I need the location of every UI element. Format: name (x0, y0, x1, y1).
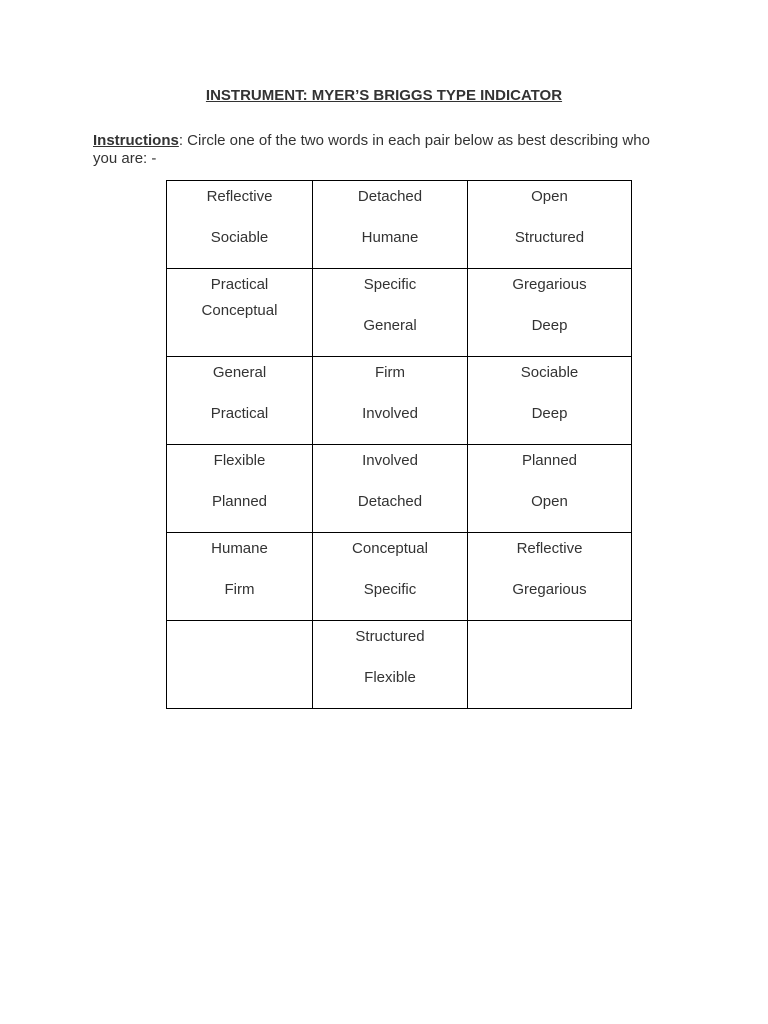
word-option[interactable]: Detached (357, 188, 423, 205)
word-option[interactable]: Firm (224, 581, 255, 598)
word-option[interactable]: Gregarious (512, 581, 587, 598)
word-option[interactable]: Open (531, 493, 568, 510)
word-pair-cell (468, 533, 632, 621)
word-option[interactable]: Practical (210, 276, 269, 293)
word-pair-cell (468, 445, 632, 533)
empty-cell (468, 621, 632, 709)
word-pair-cell (313, 269, 468, 357)
document-title: INSTRUMENT: MYER’S BRIGGS TYPE INDICATOR (205, 87, 563, 104)
word-option[interactable]: Conceptual (352, 540, 428, 557)
word-option[interactable]: Humane (361, 229, 419, 246)
word-option[interactable]: Open (531, 188, 568, 205)
table-row (167, 445, 632, 533)
table-row (167, 269, 632, 357)
word-option[interactable]: Involved (362, 452, 418, 469)
word-option[interactable]: Specific (363, 581, 417, 598)
word-option[interactable]: Flexible (364, 669, 416, 686)
word-pair-cell (468, 269, 632, 357)
word-pair-cell (313, 181, 468, 269)
word-option[interactable]: Sociable (520, 364, 579, 381)
word-option[interactable]: Flexible (213, 452, 266, 469)
word-pair-cell (167, 445, 313, 533)
word-option[interactable]: Involved (362, 405, 418, 422)
table-row (167, 181, 632, 269)
word-option[interactable]: Practical (210, 405, 269, 422)
word-pair-cell (313, 357, 468, 445)
word-option[interactable]: Reflective (206, 188, 273, 205)
word-option[interactable]: Structured (355, 628, 425, 645)
word-option[interactable]: Specific (363, 276, 417, 293)
word-pair-cell (313, 533, 468, 621)
word-pair-cell (468, 357, 632, 445)
word-option[interactable]: Conceptual (201, 302, 278, 319)
word-pair-cell (167, 269, 313, 357)
word-option[interactable]: Gregarious (512, 276, 587, 293)
word-option[interactable]: Humane (211, 540, 268, 557)
word-pair-cell (167, 357, 313, 445)
word-option[interactable]: Detached (357, 493, 423, 510)
word-pair-cell (313, 445, 468, 533)
table-row (167, 533, 632, 621)
word-pair-cell (468, 181, 632, 269)
word-option[interactable]: Sociable (210, 229, 269, 246)
empty-cell (167, 621, 313, 709)
instructions-label: Instructions (93, 132, 179, 149)
word-option[interactable]: Structured (514, 229, 585, 246)
word-option[interactable]: Firm (375, 364, 405, 381)
instructions-text: : Circle one of the two words in each pair below as best describing who you are: - (93, 132, 650, 167)
word-option[interactable]: Planned (521, 452, 578, 469)
word-option[interactable]: Deep (531, 317, 568, 334)
instructions-paragraph (93, 132, 678, 168)
table-row (167, 621, 632, 709)
word-pair-cell (313, 621, 468, 709)
table-row (167, 357, 632, 445)
word-pair-table (166, 180, 632, 709)
word-option[interactable]: Planned (211, 493, 268, 510)
word-option[interactable]: General (212, 364, 267, 381)
word-pair-cell (167, 533, 313, 621)
word-option[interactable]: Deep (531, 405, 568, 422)
word-option[interactable]: Reflective (516, 540, 583, 557)
word-option[interactable]: General (363, 317, 417, 334)
word-pair-cell (167, 181, 313, 269)
